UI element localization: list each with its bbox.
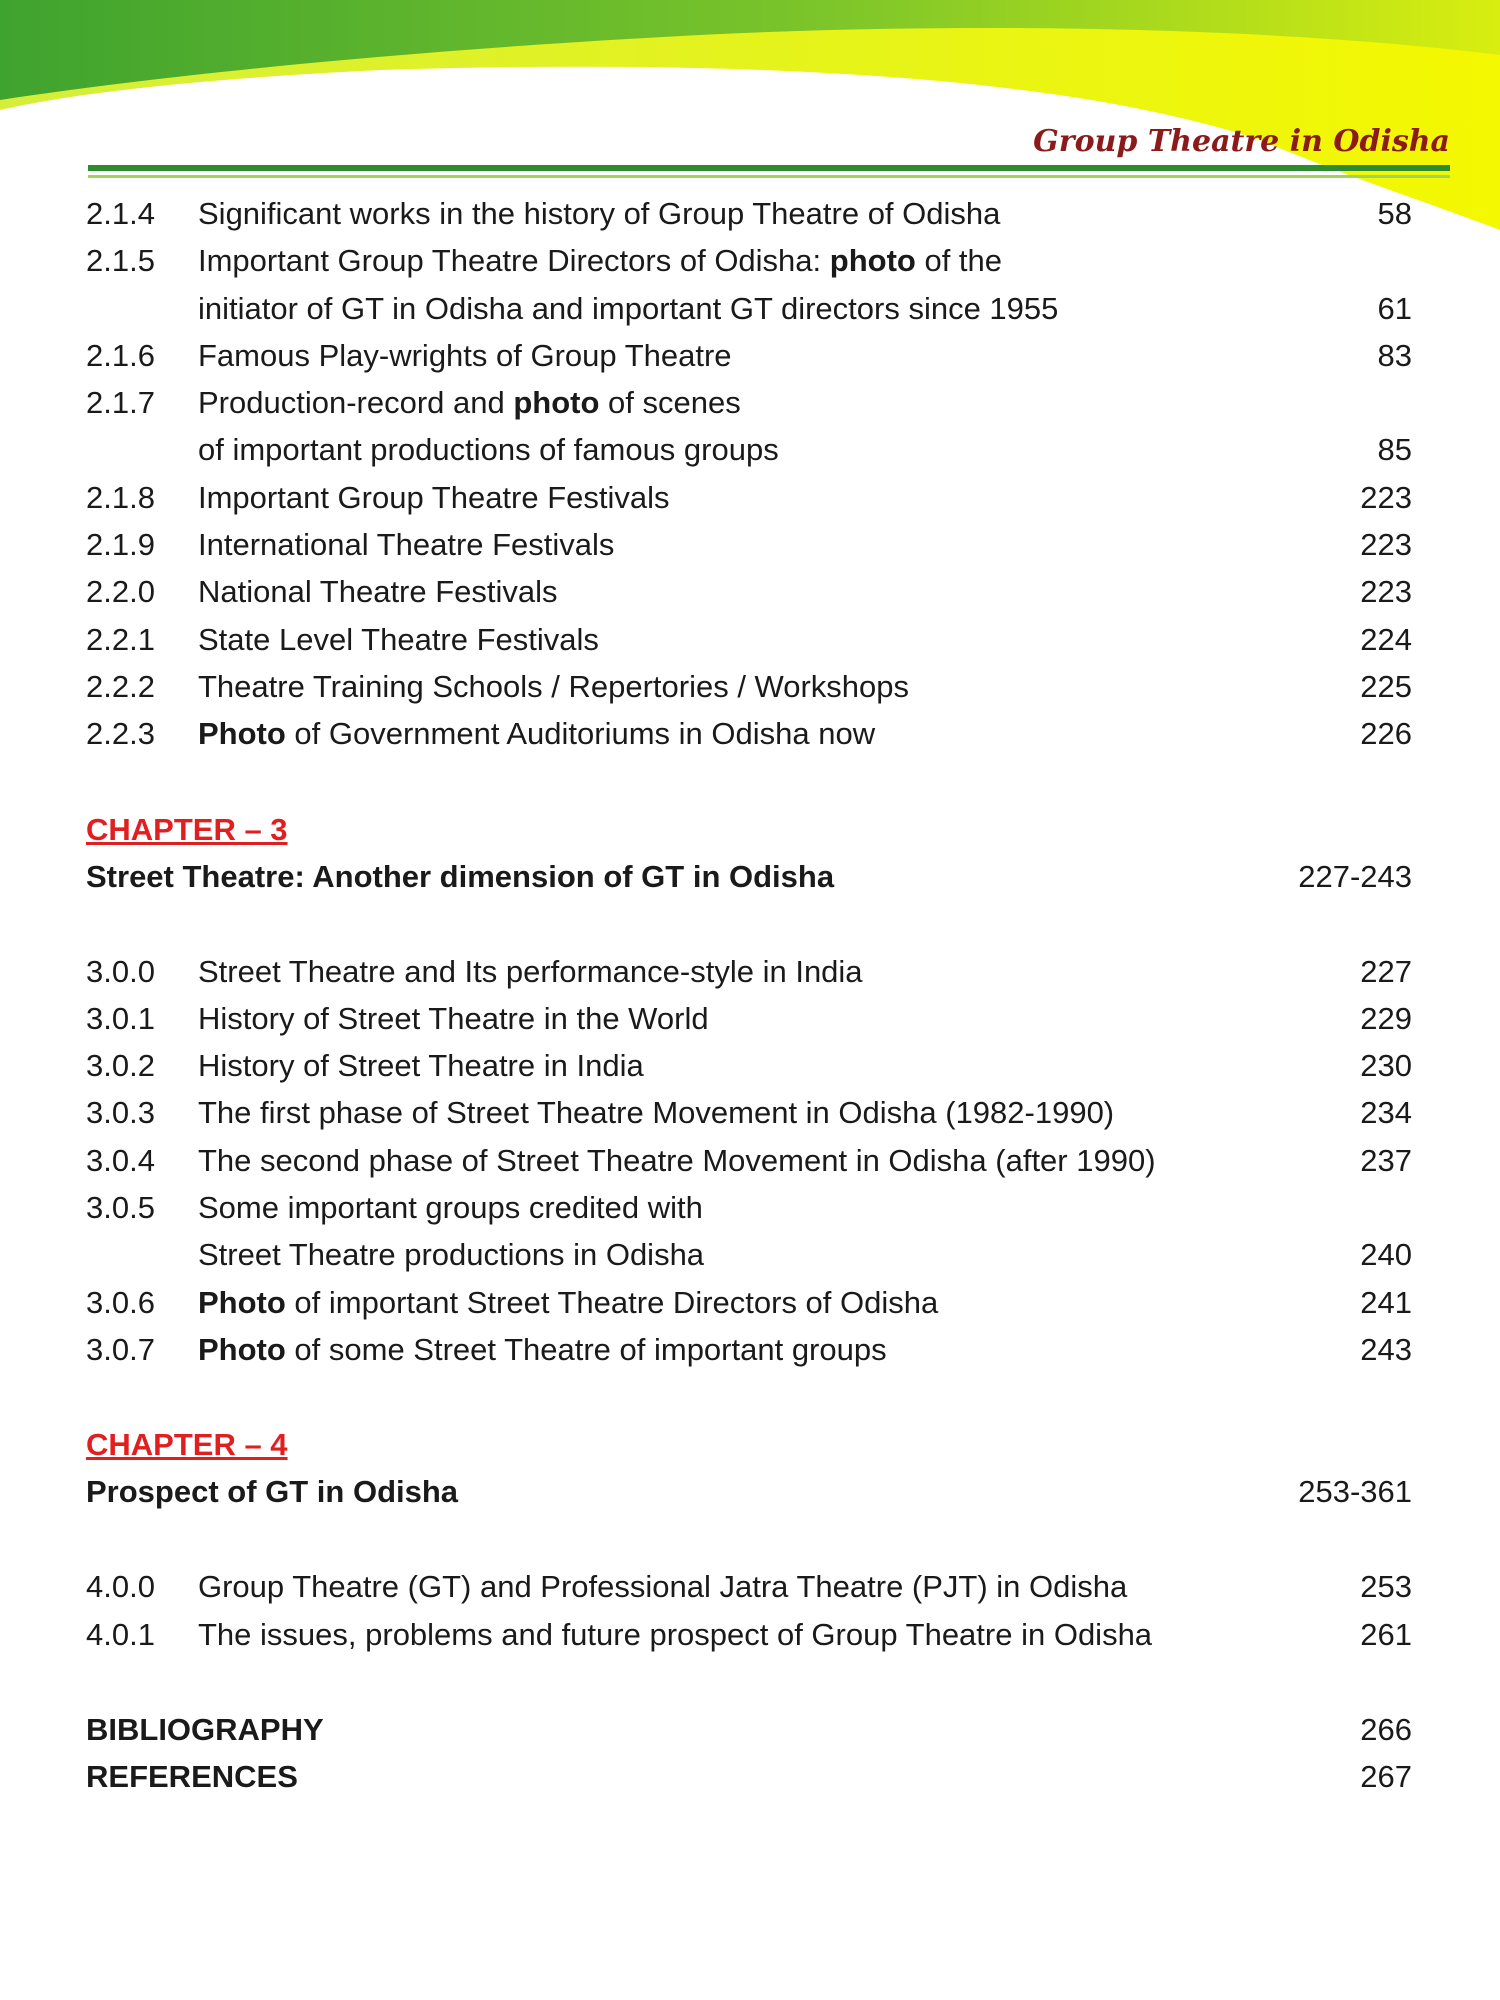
entry-title: History of Street Theatre in the World [198, 1000, 709, 1036]
entry-number: 2.2.0 [86, 574, 155, 610]
entry-title-continuation: Street Theatre productions in Odisha [198, 1237, 705, 1273]
entry-number: 2.1.5 [86, 243, 155, 279]
entry-title [198, 379, 741, 426]
toc-entry [86, 616, 1412, 663]
entry-title: Famous Play-wrights of Group Theatre [198, 337, 732, 373]
entry-title: Street Theatre and Its performance-style in India [198, 953, 863, 989]
toc-entry [86, 332, 1412, 379]
entry-title-text: Important Group Theatre Directors of Odisha: [198, 243, 830, 279]
bibliography-title: BIBLIOGRAPHY [86, 1711, 324, 1747]
toc-entry [86, 948, 1412, 995]
toc-bibliography [86, 1706, 1412, 1753]
references-page: 267 [1360, 1758, 1412, 1794]
entry-title [198, 710, 875, 757]
chapter-4-heading [86, 1468, 1412, 1515]
toc-entry [86, 1089, 1412, 1136]
entry-page: 230 [1360, 1048, 1412, 1084]
toc-entry [86, 710, 1412, 757]
entry-title-bold: photo [829, 243, 916, 279]
spacer [86, 1658, 1412, 1706]
toc-entry [86, 568, 1412, 615]
entry-number: 2.1.8 [86, 479, 155, 515]
header-rule-light [88, 175, 1450, 178]
entry-title-bold: photo [513, 385, 600, 421]
entry-number: 2.2.1 [86, 621, 155, 657]
entry-title-text: of Government Auditoriums in Odisha now [285, 716, 876, 752]
entry-number: 2.1.9 [86, 527, 155, 563]
chapter-3-pages: 227-243 [1298, 858, 1412, 894]
entry-number: 4.0.1 [86, 1616, 155, 1652]
chapter-4-label: CHAPTER – 4 [86, 1427, 288, 1463]
entry-page: 223 [1360, 574, 1412, 610]
entry-title: Group Theatre (GT) and Professional Jatra Theatre (PJT) in Odisha [198, 1569, 1128, 1605]
entry-number: 3.0.3 [86, 1095, 155, 1131]
entry-page: 58 [1377, 196, 1412, 231]
toc-entry [86, 663, 1412, 710]
entry-title [198, 1326, 887, 1373]
entry-page: 61 [1377, 290, 1412, 326]
entry-number: 2.2.3 [86, 716, 155, 752]
entry-number: 3.0.0 [86, 953, 155, 989]
entry-title-text: of important Street Theatre Directors of Odisha [285, 1284, 939, 1320]
toc-references [86, 1753, 1412, 1800]
toc-entry [86, 1137, 1412, 1184]
entry-page: 85 [1377, 432, 1412, 468]
entry-title: The second phase of Street Theatre Movement in Odisha (after 1990) [198, 1142, 1156, 1178]
chapter-4-pages: 253-361 [1298, 1474, 1412, 1510]
entry-title: International Theatre Festivals [198, 527, 615, 563]
toc-entry [86, 1326, 1412, 1373]
entry-title: National Theatre Festivals [198, 574, 558, 610]
entry-number: 2.1.4 [86, 196, 155, 231]
entry-page: 229 [1360, 1000, 1412, 1036]
entry-title-text: of scenes [599, 385, 741, 421]
toc-entry [86, 474, 1412, 521]
entry-title: Important Group Theatre Festivals [198, 479, 670, 515]
entry-title: History of Street Theatre in India [198, 1048, 644, 1084]
entry-title-continuation: of important productions of famous groups [198, 432, 779, 468]
entry-number: 3.0.7 [86, 1331, 155, 1367]
running-title: Group Theatre in Odisha [1033, 124, 1450, 159]
table-of-contents [86, 190, 1412, 1800]
entry-title: Theatre Training Schools / Repertories / Workshops [198, 668, 910, 704]
chapter-3-title: Street Theatre: Another dimension of GT in Odisha [86, 858, 835, 894]
toc-entry [86, 521, 1412, 568]
entry-title-text: of the [915, 243, 1003, 279]
chapter-3-label: CHAPTER – 3 [86, 811, 288, 847]
entry-number: 3.0.2 [86, 1048, 155, 1084]
entry-number: 4.0.0 [86, 1569, 155, 1605]
entry-page: 223 [1360, 527, 1412, 563]
entry-title-bold: Photo [198, 716, 286, 752]
entry-number: 2.1.7 [86, 385, 155, 421]
entry-number: 3.0.4 [86, 1142, 155, 1178]
entry-page: 243 [1360, 1331, 1412, 1367]
entry-page: 226 [1360, 716, 1412, 752]
references-title: REFERENCES [86, 1758, 298, 1794]
toc-entry-continuation [86, 1231, 1412, 1278]
entry-number: 3.0.1 [86, 1000, 155, 1036]
entry-page: 261 [1360, 1616, 1412, 1652]
entry-title-bold: Photo [198, 1284, 286, 1320]
toc-entry [86, 237, 1412, 284]
entry-title [198, 237, 1002, 284]
toc-entry-continuation [86, 285, 1412, 332]
entry-page: 223 [1360, 479, 1412, 515]
chapter-4-title: Prospect of GT in Odisha [86, 1474, 459, 1510]
entry-title: State Level Theatre Festivals [198, 621, 599, 657]
entry-title-bold: Photo [198, 1331, 286, 1367]
toc-entry-continuation [86, 426, 1412, 473]
entry-page: 83 [1377, 337, 1412, 373]
header-rule [88, 165, 1450, 171]
entry-title [198, 1279, 938, 1326]
entry-number: 3.0.6 [86, 1284, 155, 1320]
entry-page: 241 [1360, 1284, 1412, 1320]
entry-page: 234 [1360, 1095, 1412, 1131]
entry-title: Significant works in the history of Group Theatre of Odisha [198, 196, 1001, 231]
entry-number: 2.2.2 [86, 668, 155, 704]
toc-entry [86, 379, 1412, 426]
entry-title-text: Production-record and [198, 385, 514, 421]
toc-entry [86, 190, 1412, 237]
entry-title-text: of some Street Theatre of important groups [285, 1331, 887, 1367]
entry-number: 2.1.6 [86, 337, 155, 373]
toc-entry [86, 1611, 1412, 1658]
entry-title: The issues, problems and future prospect of Group Theatre in Odisha [198, 1616, 1153, 1652]
toc-entry [86, 995, 1412, 1042]
chapter-3-heading [86, 853, 1412, 900]
toc-entry [86, 1563, 1412, 1610]
entry-page: 224 [1360, 621, 1412, 657]
entry-page: 225 [1360, 668, 1412, 704]
bibliography-page: 266 [1360, 1711, 1412, 1747]
spacer [86, 1515, 1412, 1563]
entry-page: 227 [1360, 953, 1412, 989]
entry-title-continuation: initiator of GT in Odisha and important GT directors since 1955 [198, 290, 1059, 326]
entry-page: 240 [1360, 1237, 1412, 1273]
entry-page: 253 [1360, 1569, 1412, 1605]
entry-title: Some important groups credited with [198, 1190, 703, 1226]
toc-entry [86, 1279, 1412, 1326]
toc-entry [86, 1184, 1412, 1231]
entry-title: The first phase of Street Theatre Movement in Odisha (1982-1990) [198, 1095, 1115, 1131]
entry-number: 3.0.5 [86, 1190, 155, 1226]
toc-entry [86, 1042, 1412, 1089]
spacer [86, 900, 1412, 948]
entry-page: 237 [1360, 1142, 1412, 1178]
